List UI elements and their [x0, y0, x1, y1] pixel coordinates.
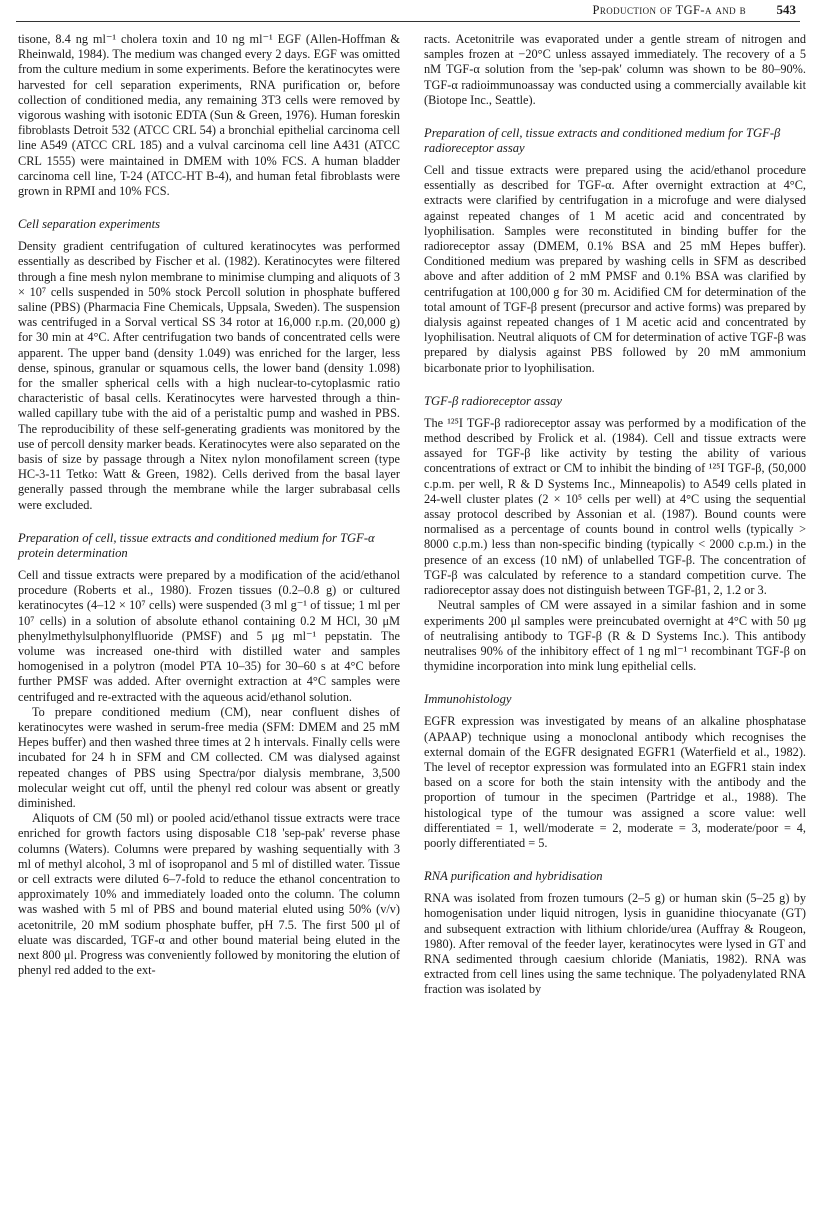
- paragraph: Density gradient centrifugation of cultured keratinocytes was performed essentially as described by Fischer et al. (1982). Keratinocytes were filtered through a fine mesh nylon membrane to minimise clumping and aliquots of 3 × 10⁷ cells suspended in 50% stock Percoll solution in phosphate buffered saline (PBS) (Pharmacia Fine Chemicals, Uppsala, Sweden). The suspension was centrifuged in a Sorval vertical SS 34 rotor at 16,000 r.p.m. (20,000 g) for 30 min at 4°C. After centrifugation two bands of concentrated cells were apparent. The upper band (density 1.049) was enriched for the larger, less dense, spinous, granular or squamous cells, the lower band (density 1.098) for the smaller spherical cells with a high nuclear-to-cytoplasmic ratio characteristic of basal cells. Keratinocytes were harvested through a thin-walled capillary tube with the aid of a peristaltic pump and washed in PBS. The reproducibility of these self-generating gradients was monitored by the use of percoll density marker beads. Keratinocytes were also separated on the basis of size by passage through a Nitex nylon monofilament screen (type HC-3-11 Tetko: Watt & Green, 1982). Cells derived from the basal layer generally passed through the membrane while the larger subrabasal cells were excluded.: [18, 239, 400, 512]
- paragraph: Aliquots of CM (50 ml) or pooled acid/ethanol tissue extracts were trace enriched for growth factors using disposable C18 'sep-pak' reverse phase columns (Waters). Columns were prepared by washing sequentially with 3 ml of methyl alcohol, 3 ml of isopropanol and 5 ml of distilled water. Tissue or cell extracts were diluted 6–7-fold to reduce the ethanol concentration to approximately 10% and immediately loaded onto the column. The column was washed with 5 ml of PBS and bound material eluted using 50% (v/v) acetonitrile, 20 mM sodium phosphate buffer, pH 7.5. The first 500 μl of eluate was discarded, TGF-α and other bound material being eluted in the next 800 μl. Progress was conveniently followed by monitoring the elution of phenyl red added to the ext-: [18, 811, 400, 978]
- paragraph: Cell and tissue extracts were prepared using the acid/ethanol procedure essentially as described for TGF-α. After overnight extraction at 4°C, extracts were clarified by centrifugation in a microfuge and were dialysed against repeated changes of 1 M acetic acid and concentrated by lyophilisation. Samples were reconstituted in binding buffer for the radioreceptor assay (DMEM, 0.1% BSA and 25 mM Hepes buffer). Conditioned medium was prepared by washing cells in SFM as described above and after addition of 2 mM PMSF and 0.1% BSA was clarified by centrifugation at 100,000 g for 30 m. Acidified CM for determination of the total amount of TGF-β present (precursor and active forms) was prepared by dialysis against repeated changes of 1 M acetic acid and concentrated by lyophilisation. Neutral aliquots of CM for determination of active TGF-β was prepared by dialysis against PBS followed by 20 mM ammonium bicarbonate prior to lyophilisation.: [424, 163, 806, 375]
- running-head: Production of TGF-α and β: [592, 3, 746, 17]
- paragraph: RNA was isolated from frozen tumours (2–5 g) or human skin (5–25 g) by homogenisation under liquid nitrogen, lysis in guanidine thiocyanate (GT) and subsequent extraction with lithium chloride/urea (Auffray & Rougeon, 1980). After removal of the feeder layer, keratinocytes were lysed in GT and RNA sedimented through caesium chloride (Maniatis, 1982). RNA was extracted from cell lines using the same technique. The polyadenylated RNA fraction was isolated by: [424, 891, 806, 997]
- page-number: 543: [776, 2, 796, 17]
- heading-tgf-beta-prep: Preparation of cell, tissue extracts and conditioned medium for TGF-β radioreceptor assay: [424, 126, 781, 156]
- continued-paragraph: racts. Acetonitrile was evaporated under a gentle stream of nitrogen and samples frozen at −20°C unless assayed immediately. The recovery of a 5 nM TGF-α solution from the 'sep-pak' column was shown to be 80–90%. TGF-α radioimmunoassay was conducted using a commercially available kit (Biotope Inc., Seattle).: [424, 32, 806, 107]
- heading-immunohistology: Immunohistology: [424, 692, 512, 707]
- heading-rna: RNA purification and hybridisation: [424, 869, 603, 884]
- paragraph: To prepare conditioned medium (CM), near confluent dishes of keratinocytes were washed in serum-free media (SFM: DMEM and 25 mM Hepes buffer) and then washed three times at 2 h intervals. Finally cells were incubated for 24 h in SFM and CM collected. CM was dialysed against repeated changes of PBS using Spectra/por dialysis membrane, 3,500 molecular weight cut off, until the phenyl red colour was absent or greatly diminished.: [18, 704, 400, 810]
- paragraph: Neutral samples of CM were assayed in a similar fashion and in some experiments 200 μl samples were preincubated overnight at 4°C with 50 μg of neutralising antibody to TGF-β (R & D Systems Inc.). This antibody neutralises 90% of the inhibitory effect of 1 ng ml⁻¹ recombinant TGF-β on thymidine incorporation into mink lung epithelial cells.: [424, 598, 806, 674]
- left-column: [18, 32, 400, 978]
- heading-tgf-beta-assay: TGF-β radioreceptor assay: [424, 393, 563, 408]
- heading-tgf-alpha-prep: Preparation of cell, tissue extracts and conditioned medium for TGF-α protein determination: [18, 530, 375, 560]
- paragraph: The ¹²⁵I TGF-β radioreceptor assay was performed by a modification of the method described by Frolick et al. (1984). Cell and tissue extracts were assayed for TGF-β like activity by testing the ability of various concentrations of extract or CM to inhibit the binding of ¹²⁵I TGF-β, (50,000 c.p.m. per well, R & D Systems Inc., Minneapolis) to A549 cells plated in 24-well cluster plates (2 × 10⁵ cells per well) at 4°C using the sequential assay protocol described by Assonian et al. (1987). Bound counts were normalised as a percentage of counts bound in control wells (typically > 8000 c.p.m.) less than non-specific binding (typically < 2000 c.p.m.) in the presence of an excess (10 nM) of unlabelled TGF-β. The concentration of TGF-β was calculated by reference to a standard competition curve. The radioreceptor assay does not distinguish between TGF-β1, 2, 1.2 or 3.: [424, 415, 806, 598]
- intro-paragraph: tisone, 8.4 ng ml⁻¹ cholera toxin and 10 ng ml⁻¹ EGF (Allen-Hoffman & Rheinwald, 1984). The medium was changed every 2 days. EGF was omitted from the culture medium in some experiments. Before the keratinocytes were harvested for cell separation experiments, RNA purification or, before collection of conditioned media, any remaining 3T3 cells were removed by vigorous washing with isotonic EDTA (Sun & Green, 1976). Human foreskin fibroblasts Detroit 532 (ATCC CRL 54) a bronchial epithelial carcinoma cell line A549 (ATCC CRL 185) and a vulval carcinoma cell line A431 (ATCC CRL 1555) were maintained in DMEM with 10% FCS. A human bladder carcinoma cell line, T-24 (ATCC-HT B-4), and human fetal fibroblasts were grown in RPMI and 10% FCS.: [18, 32, 400, 199]
- header-rule: [16, 21, 800, 22]
- paragraph: Cell and tissue extracts were prepared by a modification of the acid/ethanol procedure (Roberts et al., 1980). Frozen tissues (0.2–0.8 g) or cultured keratinocytes (4–12 × 10⁷ cells) were suspended (3 ml g⁻¹ of tissue; 1 ml per 10⁷ cells) in a solution of absolute ethanol containing 0.2 M HCl, 30 μM phenylmethylsulphonylfluoride (PMSF) and 5 μg ml⁻¹ pepstatin. The volume was increased one-third with distilled water and samples homogenised in a polytron (model PTA 10–35) for 30–60 s at 4°C before further PMSF was added. After overnight extraction at 4°C samples were centrifuged and re-extracted with the aqueous acid/ethanol solution.: [18, 567, 400, 704]
- right-column: [424, 32, 806, 998]
- page-header: [0, 0, 816, 30]
- paragraph: EGFR expression was investigated by means of an alkaline phosphatase (APAAP) technique using a monoclonal antibody which recognises the external domain of the EGFR designated EGFR1 (Waterfield et al., 1982). The level of receptor expression was formulated into an EGFR1 stain index based on a score for both the stain intensity with the antibody and the proportion of tumour in the specimen (Partridge et al., 1988). The histological type of the tumour was assigned a score value: well differentiated = 1, well/moderate = 2, moderate = 3, moderate/poor = 4, poorly differentiated = 5.: [424, 714, 806, 850]
- heading-cell-separation: Cell separation experiments: [18, 217, 161, 232]
